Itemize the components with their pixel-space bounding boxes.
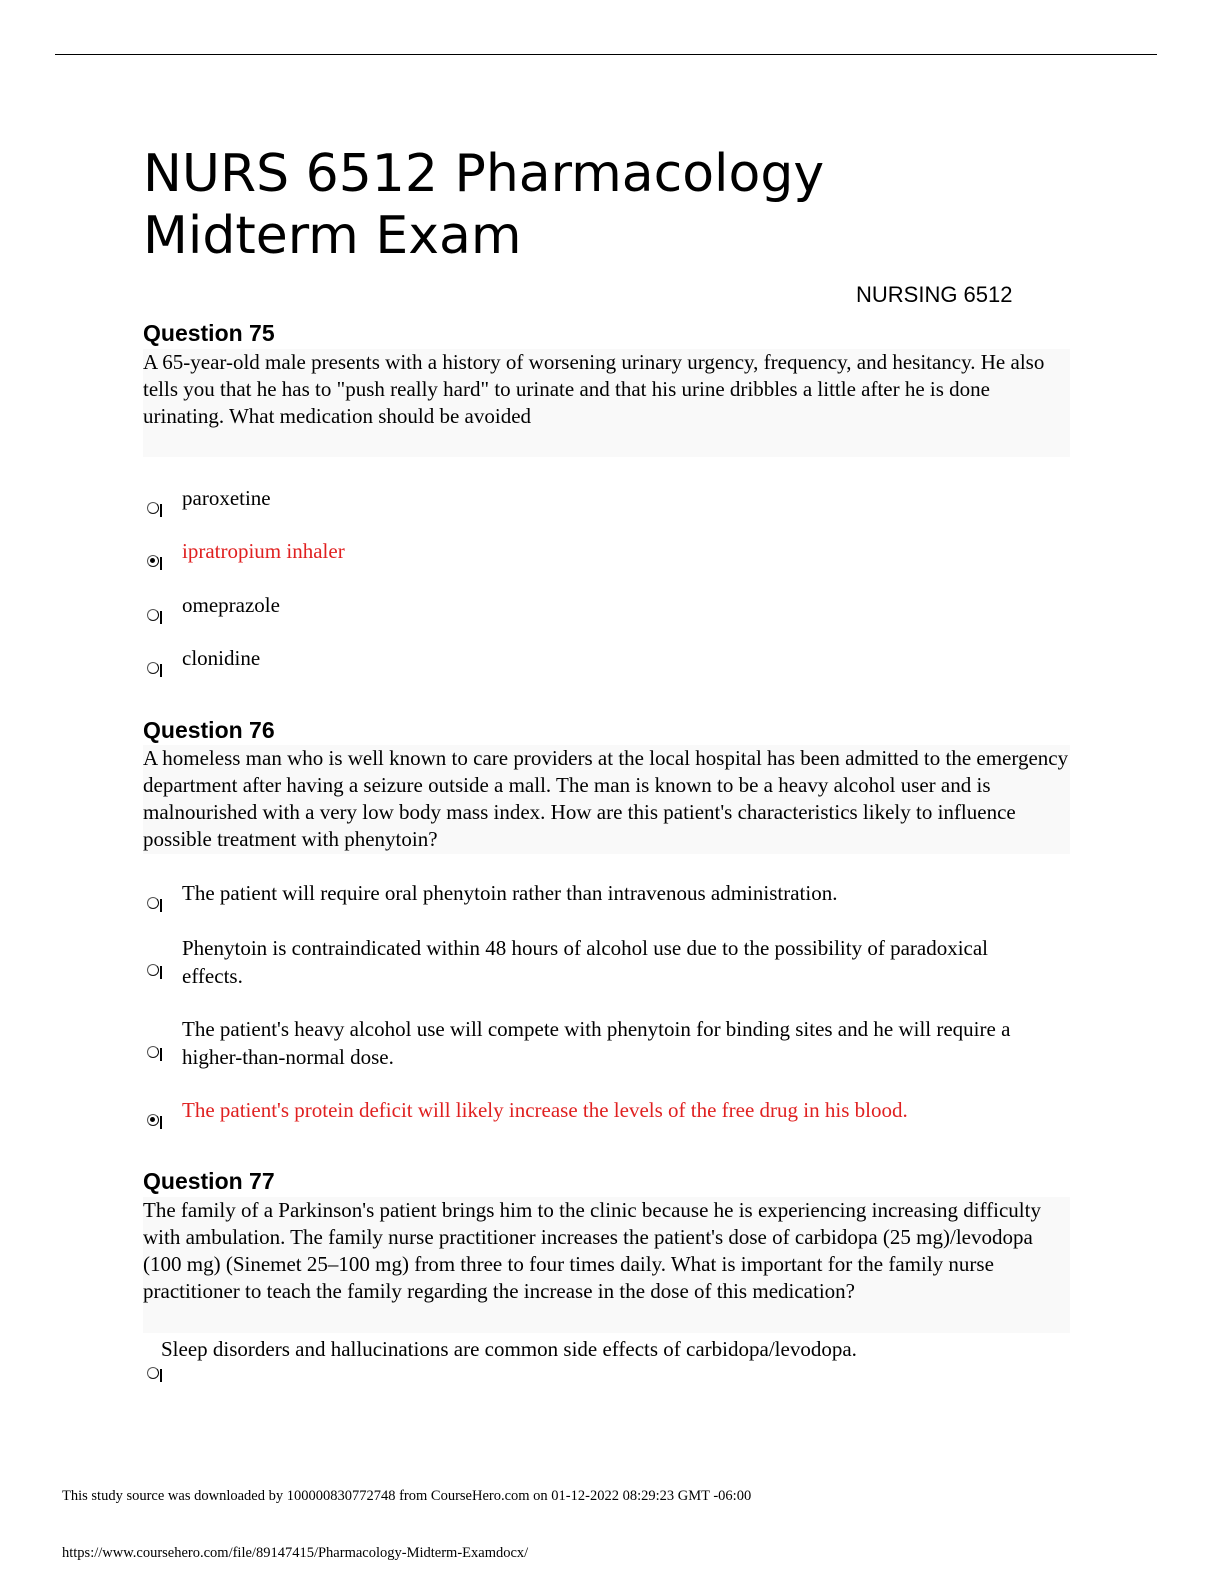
- question-75-stem: A 65-year-old male presents with a history of worsening urinary urgency, frequency, and hesitancy. He also tells you that he has to "push really hard" to urinate and that his urine dribbles a little after he is done urinating. What medication should be avoided: [143, 349, 1070, 457]
- title-line-1: NURS 6512 Pharmacology: [143, 144, 825, 204]
- source-footer: This study source was downloaded by 100000830772748 from CourseHero.com on 01-12-2022 08:29:23 GMT -06:00: [62, 1488, 752, 1504]
- question-77-heading: Question 77: [143, 1168, 275, 1194]
- option-label: The patient's protein deficit will likely increase the levels of the free drug in his blood.: [182, 1098, 908, 1122]
- question-77-stem: The family of a Parkinson's patient brings him to the clinic because he is experiencing increasing difficulty with ambulation. The family nurse practitioner increases the patient's dose of carbidopa (25 mg)/levodopa (100 mg) (Sinemet 25–100 mg) from three to four times daily. What is important for the family nurse practitioner to teach the family regarding the increase in the dose of this medication?: [143, 1197, 1070, 1333]
- radio-selected-icon[interactable]: [147, 555, 159, 567]
- title-line-2: Midterm Exam: [143, 206, 522, 266]
- option-label: Phenytoin is contraindicated within 48 hours of alcohol use due to the possibility of paradoxical effects.: [182, 936, 989, 988]
- question-76-stem: A homeless man who is well known to care providers at the local hospital has been admitted to the emergency department after having a seizure outside a mall. The man is known to be a heavy alcohol user and is malnourished with a very low body mass index. How are this patient's characteristics likely to influence possible treatment with phenytoin?: [143, 745, 1070, 854]
- radio-selected-icon[interactable]: [147, 1114, 159, 1126]
- question-76-heading: Question 76: [143, 717, 275, 743]
- radio-unselected-icon[interactable]: [147, 502, 159, 514]
- option-label: omeprazole: [182, 593, 280, 617]
- option-label: Sleep disorders and hallucinations are common side effects of carbidopa/levodopa.: [161, 1337, 857, 1361]
- radio-unselected-icon[interactable]: [147, 662, 159, 674]
- question-75-heading: Question 75: [143, 320, 275, 346]
- radio-unselected-icon[interactable]: [147, 964, 159, 976]
- option-label: The patient will require oral phenytoin rather than intravenous administration.: [182, 881, 838, 905]
- course-code: NURSING 6512: [856, 282, 1013, 307]
- page-title: [143, 143, 1093, 267]
- radio-unselected-icon[interactable]: [147, 609, 159, 621]
- top-rule: [55, 54, 1157, 55]
- radio-unselected-icon[interactable]: [147, 897, 159, 909]
- option-label: clonidine: [182, 646, 261, 670]
- option-label: The patient's heavy alcohol use will compete with phenytoin for binding sites and he will require a higher-than-normal dose.: [182, 1017, 1011, 1069]
- source-url[interactable]: https://www.coursehero.com/file/89147415/Pharmacology-Midterm-Examdocx/: [62, 1545, 529, 1561]
- option-label: ipratropium inhaler: [182, 539, 345, 563]
- option-label: paroxetine: [182, 486, 271, 510]
- radio-unselected-icon[interactable]: [147, 1367, 159, 1379]
- radio-unselected-icon[interactable]: [147, 1046, 159, 1058]
